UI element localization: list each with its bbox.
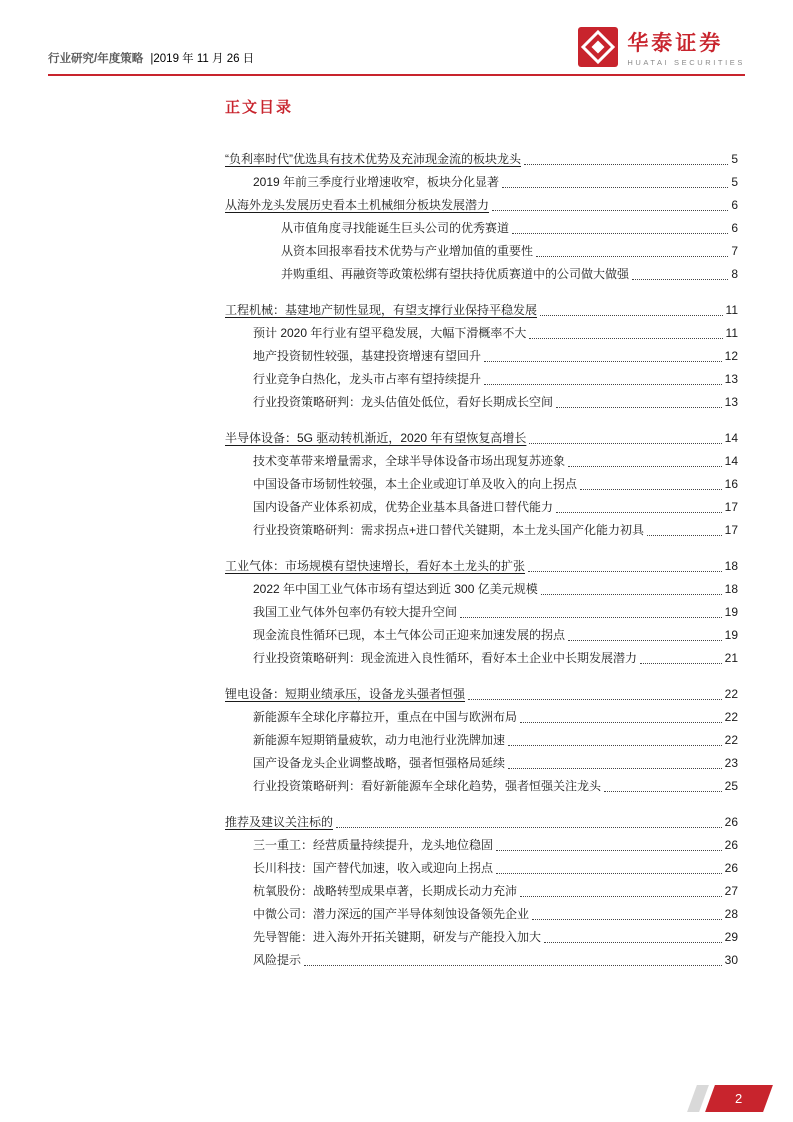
toc-entry[interactable] [225,704,738,727]
header-meta [48,50,254,66]
toc-page-number: 26 [724,861,738,876]
toc-entry[interactable] [225,681,738,704]
toc-entries [225,146,738,970]
page-number: 2 [735,1091,743,1106]
toc-entry-text: 从海外龙头发展历史看本土机械细分板块发展潜力 [225,198,490,213]
toc-leader-dots [556,512,722,513]
toc-page-number: 13 [724,372,738,387]
toc-leader-dots [484,361,722,362]
toc-entry-text: 并购重组、再融资等政策松绑有望扶持优质赛道中的公司做大做强 [281,267,630,282]
toc-entry-text: 锂电设备：短期业绩承压，设备龙头强者恒强 [225,687,466,702]
toc-entry[interactable] [225,389,738,412]
toc-leader-dots [647,535,722,536]
report-category: 行业研究/年度策略 [48,53,144,65]
toc-entry-text: 行业投资策略研判：看好新能源车全球化趋势，强者恒强关注龙头 [253,779,602,794]
toc-leader-dots [544,942,722,943]
page-number-badge [705,1085,773,1112]
toc-entry[interactable] [225,169,738,192]
toc-entry-text: 国产设备龙头企业调整战略，强者恒强格局延续 [253,756,506,771]
toc-leader-dots [532,919,722,920]
toc-entry-text: 我国工业气体外包率仍有较大提升空间 [253,605,458,620]
toc-leader-dots [640,663,722,664]
toc-entry-text: 半导体设备：5G 驱动转机渐近，2020 年有望恢复高增长 [225,431,527,446]
toc-page-number: 22 [724,733,738,748]
toc-entry[interactable] [225,878,738,901]
toc-entry-text: 2019 年前三季度行业增速收窄，板块分化显著 [253,175,500,190]
toc-leader-dots [304,965,722,966]
toc-leader-dots [529,443,721,444]
toc-entry[interactable] [225,809,738,832]
toc-leader-dots [524,164,728,165]
toc-page-number: 6 [731,198,738,213]
toc-entry[interactable] [225,750,738,773]
toc-leader-dots [556,407,722,408]
toc-entry[interactable] [225,832,738,855]
toc-entry[interactable] [225,192,738,215]
toc-entry[interactable] [225,855,738,878]
toc-page-number: 5 [731,175,738,190]
toc-page-number: 6 [731,221,738,236]
toc-entry-text: 现金流良性循环已现，本土气体公司正迎来加速发展的拐点 [253,628,566,643]
toc-entry[interactable] [225,471,738,494]
toc-entry-text: 行业投资策略研判：需求拐点+进口替代关键期，本土龙头国产化能力初具 [253,523,645,538]
toc-entry-text: 地产投资韧性较强，基建投资增速有望回升 [253,349,482,364]
toc-leader-dots [468,699,722,700]
toc-title: 正文目录 [225,99,294,116]
toc-entry[interactable] [225,146,738,169]
toc-leader-dots [520,896,722,897]
toc [225,96,738,970]
toc-entry-text: 2022 年中国工业气体市场有望达到近 300 亿美元规模 [253,582,538,597]
toc-page-number: 23 [724,756,738,771]
toc-entry[interactable] [225,773,738,796]
brand-name: 华泰证券 [627,31,724,55]
toc-entry-text: 中微公司：潜力深远的国产半导体刻蚀设备领先企业 [253,907,530,922]
toc-page-number: 14 [724,454,738,469]
toc-entry-text: 风险提示 [253,953,302,968]
toc-page-number: 28 [724,907,738,922]
toc-page-number: 27 [724,884,738,899]
toc-entry[interactable] [225,553,738,576]
header-divider [48,74,745,76]
toc-entry[interactable] [225,901,738,924]
toc-entry-text: 行业投资策略研判：现金流进入良性循环，看好本土企业中长期发展潜力 [253,651,638,666]
toc-leader-dots [528,571,722,572]
toc-entry-text: 杭氧股份：战略转型成果卓著，长期成长动力充沛 [253,884,518,899]
toc-entry-text: 三一重工：经营质量持续提升，龙头地位稳固 [253,838,494,853]
toc-entry-text: 工程机械：基建地产韧性显现，有望支撑行业保持平稳发展 [225,303,538,318]
toc-entry[interactable] [225,576,738,599]
toc-leader-dots [336,827,722,828]
toc-entry-text: 行业投资策略研判：龙头估值处低位，看好长期成长空间 [253,395,554,410]
toc-leader-dots [604,791,722,792]
toc-entry-text: 新能源车短期销量疲软，动力电池行业洗牌加速 [253,733,506,748]
toc-page-number: 26 [724,838,738,853]
toc-entry-text: 国内设备产业体系初成，优势企业基本具备进口替代能力 [253,500,554,515]
toc-leader-dots [529,338,722,339]
toc-page-number: 12 [724,349,738,364]
toc-page-number: 14 [724,431,738,446]
toc-leader-dots [512,233,728,234]
toc-leader-dots [496,873,722,874]
report-date: |2019 年 11 月 26 日 [150,53,255,65]
toc-leader-dots [632,279,728,280]
toc-entry[interactable] [225,238,738,261]
toc-entry[interactable] [225,343,738,366]
brand-subtitle: HUATAI SECURITIES [627,58,745,68]
toc-page-number: 18 [724,559,738,574]
toc-leader-dots [460,617,722,618]
toc-page-number: 13 [724,395,738,410]
toc-leader-dots [541,594,722,595]
toc-page-number: 19 [724,628,738,643]
toc-entry-text: 新能源车全球化序幕拉开，重点在中国与欧洲布局 [253,710,518,725]
toc-entry-text: 从资本回报率看技术优势与产业增加值的重要性 [281,244,534,259]
toc-page-number: 21 [724,651,738,666]
toc-entry-text: 推荐及建议关注标的 [225,815,334,830]
toc-page-number: 16 [724,477,738,492]
toc-entry-text: 中国设备市场韧性较强，本土企业或迎订单及收入的向上拐点 [253,477,578,492]
toc-entry[interactable] [225,448,738,471]
huatai-logo [578,27,745,72]
toc-leader-dots [536,256,728,257]
toc-entry[interactable] [225,425,738,448]
toc-entry[interactable] [225,599,738,622]
toc-entry[interactable] [225,215,738,238]
toc-entry[interactable] [225,947,738,970]
toc-page-number: 7 [731,244,738,259]
toc-leader-dots [540,315,723,316]
toc-page-number: 17 [724,500,738,515]
toc-page-number: 18 [724,582,738,597]
toc-entry-text: 长川科技：国产替代加速，收入或迎向上拐点 [253,861,494,876]
toc-leader-dots [568,640,722,641]
toc-leader-dots [496,850,722,851]
toc-entry-text: 行业竞争白热化，龙头市占率有望持续提升 [253,372,482,387]
toc-page-number: 29 [724,930,738,945]
toc-entry[interactable] [225,320,738,343]
toc-page-number: 22 [724,710,738,725]
toc-entry-text: 工业气体：市场规模有望快速增长，看好本土龙头的扩张 [225,559,526,574]
brand-text [627,32,745,67]
toc-page-number: 11 [725,303,738,318]
toc-entry[interactable] [225,727,738,750]
toc-entry[interactable] [225,297,738,320]
toc-entry-text: 先导智能：进入海外开拓关键期，研发与产能投入加大 [253,930,542,945]
toc-entry-text: 从市值角度寻找能诞生巨头公司的优秀赛道 [281,221,510,236]
toc-entry[interactable] [225,622,738,645]
toc-page-number: 25 [724,779,738,794]
toc-leader-dots [508,768,722,769]
toc-entry[interactable] [225,924,738,947]
toc-page-number: 5 [731,152,738,167]
toc-leader-dots [580,489,722,490]
toc-entry[interactable] [225,517,738,540]
toc-leader-dots [484,384,722,385]
toc-leader-dots [492,210,728,211]
toc-leader-dots [502,187,728,188]
toc-entry-text: 技术变革带来增量需求，全球半导体设备市场出现复苏迹象 [253,454,566,469]
toc-entry[interactable] [225,645,738,668]
toc-leader-dots [508,745,722,746]
toc-entry[interactable] [225,494,738,517]
toc-page-number: 30 [724,953,738,968]
toc-leader-dots [568,466,722,467]
toc-entry-text: 预计 2020 年行业有望平稳发展，大幅下滑概率不大 [253,326,527,341]
toc-page-number: 17 [724,523,738,538]
toc-entry[interactable] [225,366,738,389]
toc-page-number: 8 [731,267,738,282]
toc-leader-dots [520,722,722,723]
toc-page-number: 22 [724,687,738,702]
huatai-logo-mark-icon [578,27,618,72]
toc-entry-text: “负利率时代”优选具有技术优势及充沛现金流的板块龙头 [225,152,521,167]
toc-entry[interactable] [225,261,738,284]
toc-page-number: 26 [724,815,738,830]
toc-page-number: 19 [724,605,738,620]
toc-page-number: 11 [725,326,738,341]
